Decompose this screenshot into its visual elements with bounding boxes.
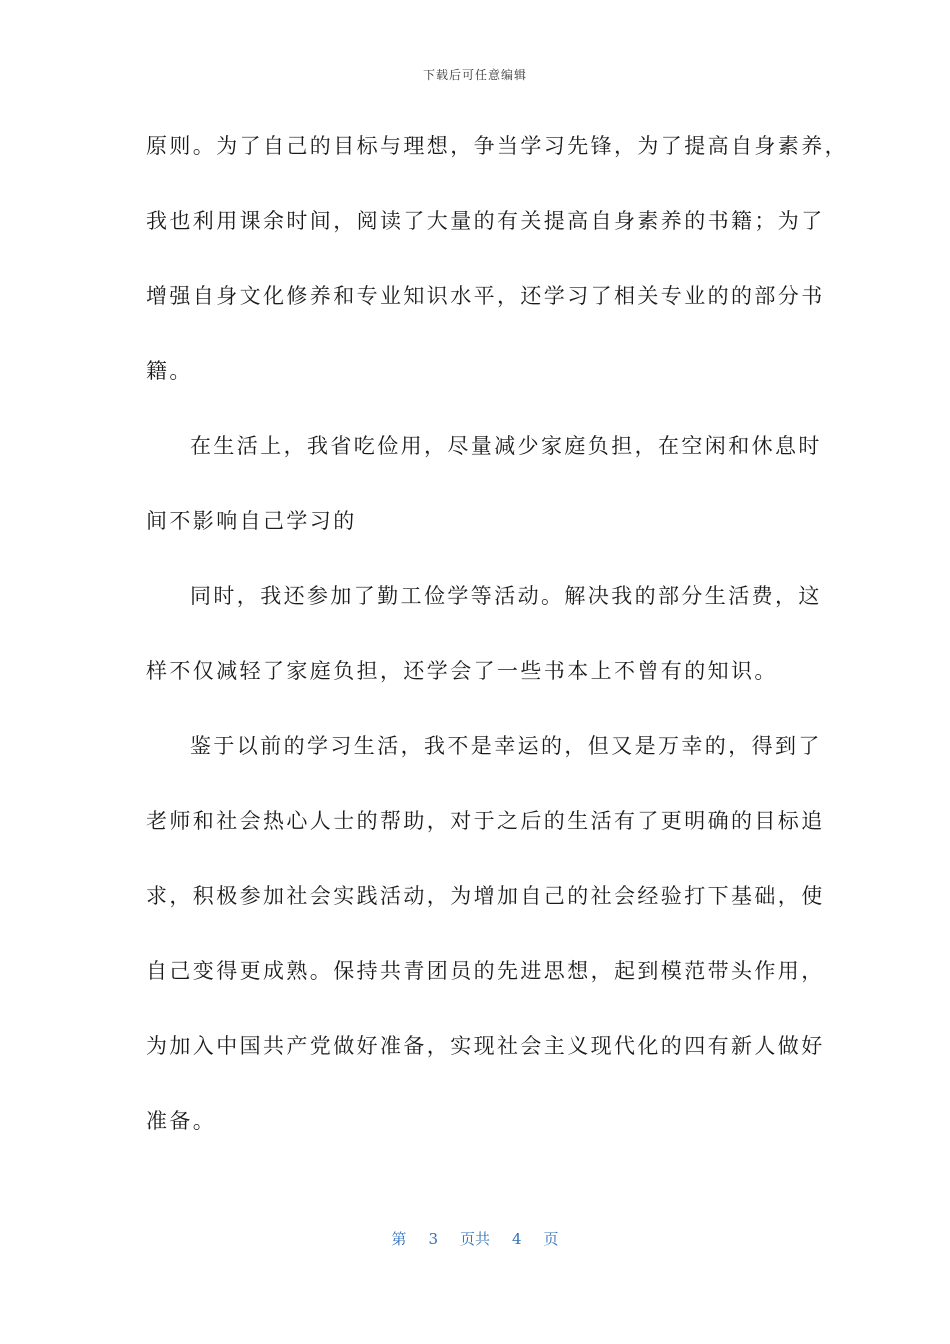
footer-current-page: 3 <box>428 1230 438 1248</box>
footer-prefix: 第 <box>391 1230 407 1248</box>
text-line: 在生活上，我省吃俭用，尽量减少家庭负担，在空闲和休息时 <box>190 434 822 458</box>
footer-total-pages: 4 <box>512 1230 522 1248</box>
page-header: 下载后可任意编辑 <box>422 68 527 82</box>
text-line: 为加入中国共产党做好准备，实现社会主义现代化的四有新人做好 <box>146 1034 825 1058</box>
text-line: 样不仅减轻了家庭负担，还学会了一些书本上不曾有的知识。 <box>146 659 778 683</box>
text-line: 原则。为了自己的目标与理想，争当学习先锋，为了提高自身素养， <box>146 134 848 158</box>
text-line: 鉴于以前的学习生活，我不是幸运的，但又是万幸的，得到了 <box>190 734 822 758</box>
footer-middle: 页共 <box>459 1230 490 1248</box>
text-line: 间不影响自己学习的 <box>146 509 357 533</box>
text-line: 老师和社会热心人士的帮助，对于之后的生活有了更明确的目标追 <box>146 809 825 833</box>
text-line: 自己变得更成熟。保持共青团员的先进思想，起到模范带头作用， <box>146 959 825 983</box>
text-line: 同时，我还参加了勤工俭学等活动。解决我的部分生活费，这 <box>190 584 822 608</box>
text-line: 增强自身文化修养和专业知识水平，还学习了相关专业的的部分书 <box>146 284 825 308</box>
page-footer <box>0 1228 950 1249</box>
text-line: 准备。 <box>146 1109 217 1133</box>
text-line: 求，积极参加社会实践活动，为增加自己的社会经验打下基础，使 <box>146 884 825 908</box>
text-line: 籍。 <box>146 359 193 383</box>
text-line: 我也利用课余时间，阅读了大量的有关提高自身素养的书籍；为了 <box>146 209 825 233</box>
footer-suffix: 页 <box>543 1230 559 1248</box>
